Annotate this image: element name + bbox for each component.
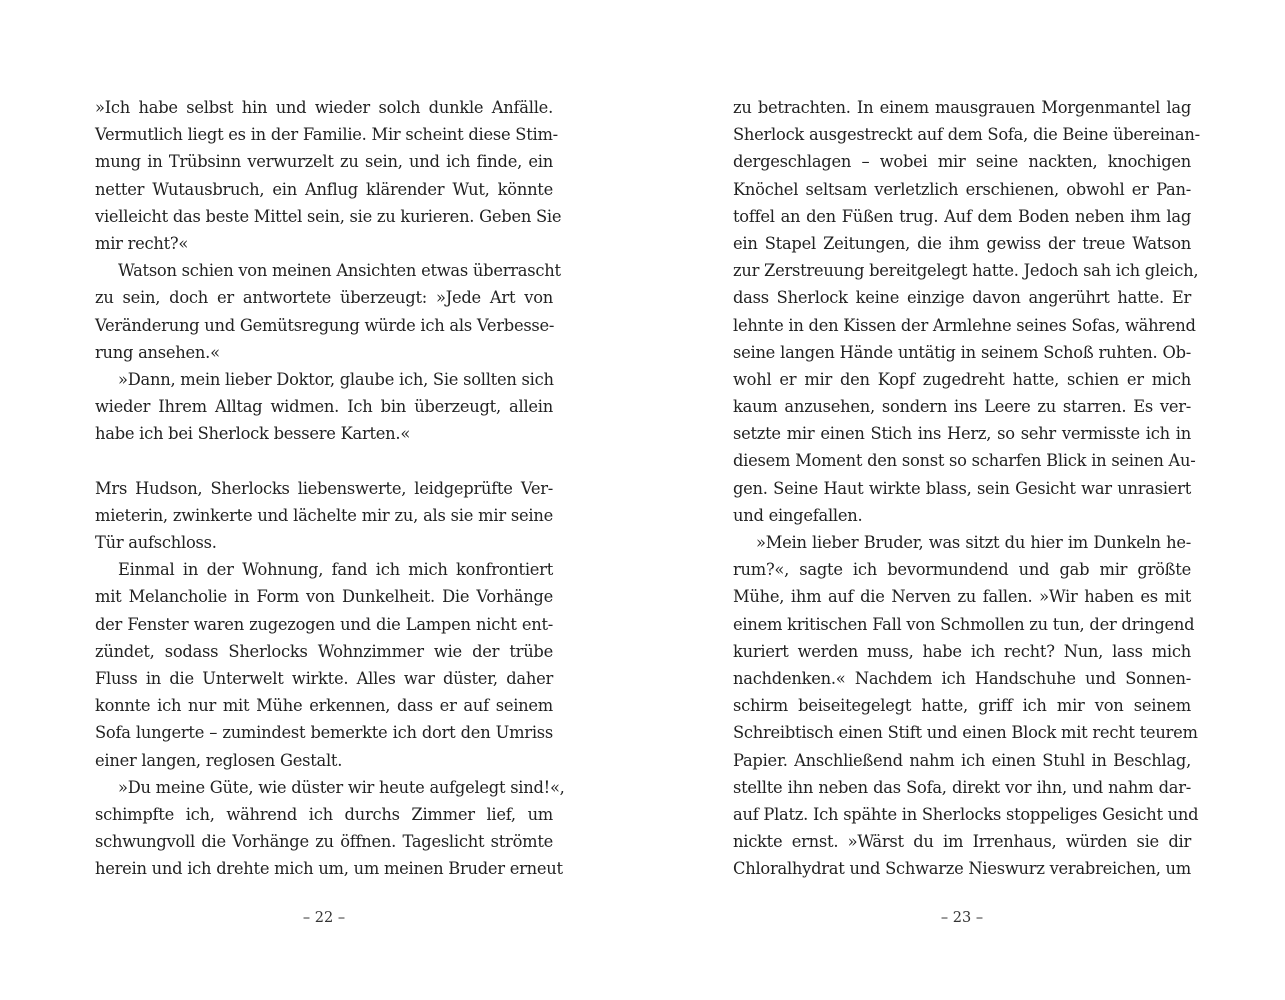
text-line: Sofa lungerte – zumindest bemerkte ich dort den Umriss [95, 723, 553, 743]
text-line: ein Stapel Zeitungen, die ihm gewiss der treue Watson [733, 233, 1191, 253]
text-line: diesem Moment den sonst so scharfen Blick in seinen Au- [733, 451, 1196, 471]
text-line: rum?«, sagte ich bevormundend und gab mir größte [733, 560, 1191, 580]
text-line: Tür aufschloss. [95, 533, 217, 552]
text-line: auf Platz. Ich spähte in Sherlocks stoppeliges Gesicht und [733, 804, 1199, 824]
text-line: Schreibtisch einen Stift und einen Block mit recht teurem [733, 723, 1198, 743]
text-line: habe ich bei Sherlock bessere Karten.« [95, 424, 411, 444]
text-line: Veränderung und Gemütsregung würde ich als Verbesse- [95, 315, 555, 335]
text-line: Chloralhydrat und Schwarze Nieswurz verabreichen, um [733, 859, 1191, 879]
paragraph [95, 556, 553, 774]
text-line: kuriert werden muss, habe ich recht? Nun, lass mich [733, 641, 1191, 661]
text-line: einem kritischen Fall von Schmollen zu tun, der dringend [733, 614, 1195, 634]
text-line: Papier. Anschließend nahm ich einen Stuhl in Beschlag, [733, 750, 1191, 770]
text-line: gen. Seine Haut wirkte blass, sein Gesicht war unrasiert [733, 478, 1191, 498]
text-line: schirm beiseitegelegt hatte, griff ich mir von seinem [733, 696, 1191, 716]
text-line: der Fenster waren zugezogen und die Lampen nicht ent- [95, 614, 553, 634]
text-line: mung in Trübsinn verwurzelt zu sein, und ich finde, ein [95, 152, 553, 172]
text-line: »Ich habe selbst hin und wieder solch dunkle Anfälle. [95, 98, 553, 117]
text-line: Fluss in die Unterwelt wirkte. Alles war düster, daher [95, 668, 553, 688]
text-line: mit Melancholie in Form von Dunkelheit. Die Vorhänge [95, 587, 553, 607]
text-line: toffel an den Füßen trug. Auf dem Boden neben ihm lag [733, 206, 1191, 226]
paragraph [95, 366, 553, 448]
section-break [95, 447, 553, 474]
text-line: Sherlock ausgestreckt auf dem Sofa, die Beine übereinan- [733, 125, 1200, 145]
text-line: zu sein, doch er antwortete überzeugt: »Jede Art von [95, 288, 553, 308]
text-line: stellte ihn neben das Sofa, direkt vor ihn, und nahm dar- [733, 777, 1191, 797]
text-line: »Du meine Güte, wie düster wir heute aufgelegt sind!«, [118, 777, 565, 797]
text-line: lehnte in den Kissen der Armlehne seines Sofas, während [733, 315, 1196, 335]
text-line: schwungvoll die Vorhänge zu öffnen. Tageslicht strömte [95, 832, 553, 852]
text-line: Watson schien von meinen Ansichten etwas überrascht [118, 261, 561, 281]
paragraph [95, 94, 562, 257]
right-page-text [733, 94, 1200, 882]
text-line: wieder Ihrem Alltag widmen. Ich bin überzeugt, allein [95, 397, 553, 417]
text-line: zündet, sodass Sherlocks Wohnzimmer wie der trübe [95, 641, 553, 661]
text-line: rung ansehen.« [95, 342, 220, 362]
text-line: und eingefallen. [733, 505, 863, 525]
text-line: herein und ich drehte mich um, um meinen Bruder erneut [95, 859, 563, 879]
text-line: Vermutlich liegt es in der Familie. Mir scheint diese Stim- [95, 125, 558, 145]
paragraph [95, 257, 561, 366]
left-page-text [95, 94, 565, 882]
paragraph [733, 529, 1199, 882]
text-line: wohl er mir den Kopf zugedreht hatte, schien er mich [733, 369, 1191, 389]
text-line: netter Wutausbruch, ein Anflug klärender Wut, könnte [95, 179, 553, 199]
text-line: Mühe, ihm auf die Nerven zu fallen. »Wir haben es mit [733, 587, 1191, 607]
text-line: vielleicht das beste Mittel sein, sie zu kurieren. Geben Sie [95, 206, 562, 226]
text-line: zu betrachten. In einem mausgrauen Morgenmantel lag [733, 98, 1191, 117]
text-line: kaum anzusehen, sondern ins Leere zu starren. Es ver- [733, 397, 1191, 417]
left-page-number: – 22 – [302, 910, 346, 926]
text-line: dass Sherlock keine einzige davon angerührt hatte. Er [733, 288, 1191, 308]
paragraph [95, 475, 553, 557]
text-line: seine langen Hände untätig in seinem Schoß ruhten. Ob- [733, 342, 1191, 362]
text-line: mir recht?« [95, 233, 189, 253]
text-line: setzte mir einen Stich ins Herz, so sehr vermisste ich in [733, 424, 1191, 444]
right-page-number: – 23 – [940, 910, 984, 926]
paragraph [733, 94, 1200, 529]
text-line: konnte ich nur mit Mühe erkennen, dass er auf seinem [95, 696, 553, 716]
text-line: »Mein lieber Bruder, was sitzt du hier im Dunkeln he- [756, 533, 1191, 552]
text-line: dergeschlagen – wobei mir seine nackten, knochigen [733, 152, 1191, 172]
text-line: einer langen, reglosen Gestalt. [95, 750, 343, 770]
text-line: nachdenken.« Nachdem ich Handschuhe und Sonnen- [733, 668, 1191, 688]
text-line: Einmal in der Wohnung, fand ich mich konfrontiert [118, 560, 553, 580]
text-line: nickte ernst. »Wärst du im Irrenhaus, würden sie dir [733, 832, 1191, 852]
text-line: Mrs Hudson, Sherlocks liebenswerte, leidgeprüfte Ver- [95, 478, 553, 498]
text-line: zur Zerstreuung bereitgelegt hatte. Jedoch sah ich gleich, [733, 261, 1199, 281]
text-line: mieterin, zwinkerte und lächelte mir zu, als sie mir seine [95, 505, 553, 525]
paragraph [95, 774, 565, 883]
text-line: Knöchel seltsam verletzlich erschienen, obwohl er Pan- [733, 179, 1191, 199]
text-line: »Dann, mein lieber Doktor, glaube ich, Sie sollten sich [118, 369, 554, 389]
text-line: schimpfte ich, während ich durchs Zimmer lief, um [95, 804, 553, 824]
